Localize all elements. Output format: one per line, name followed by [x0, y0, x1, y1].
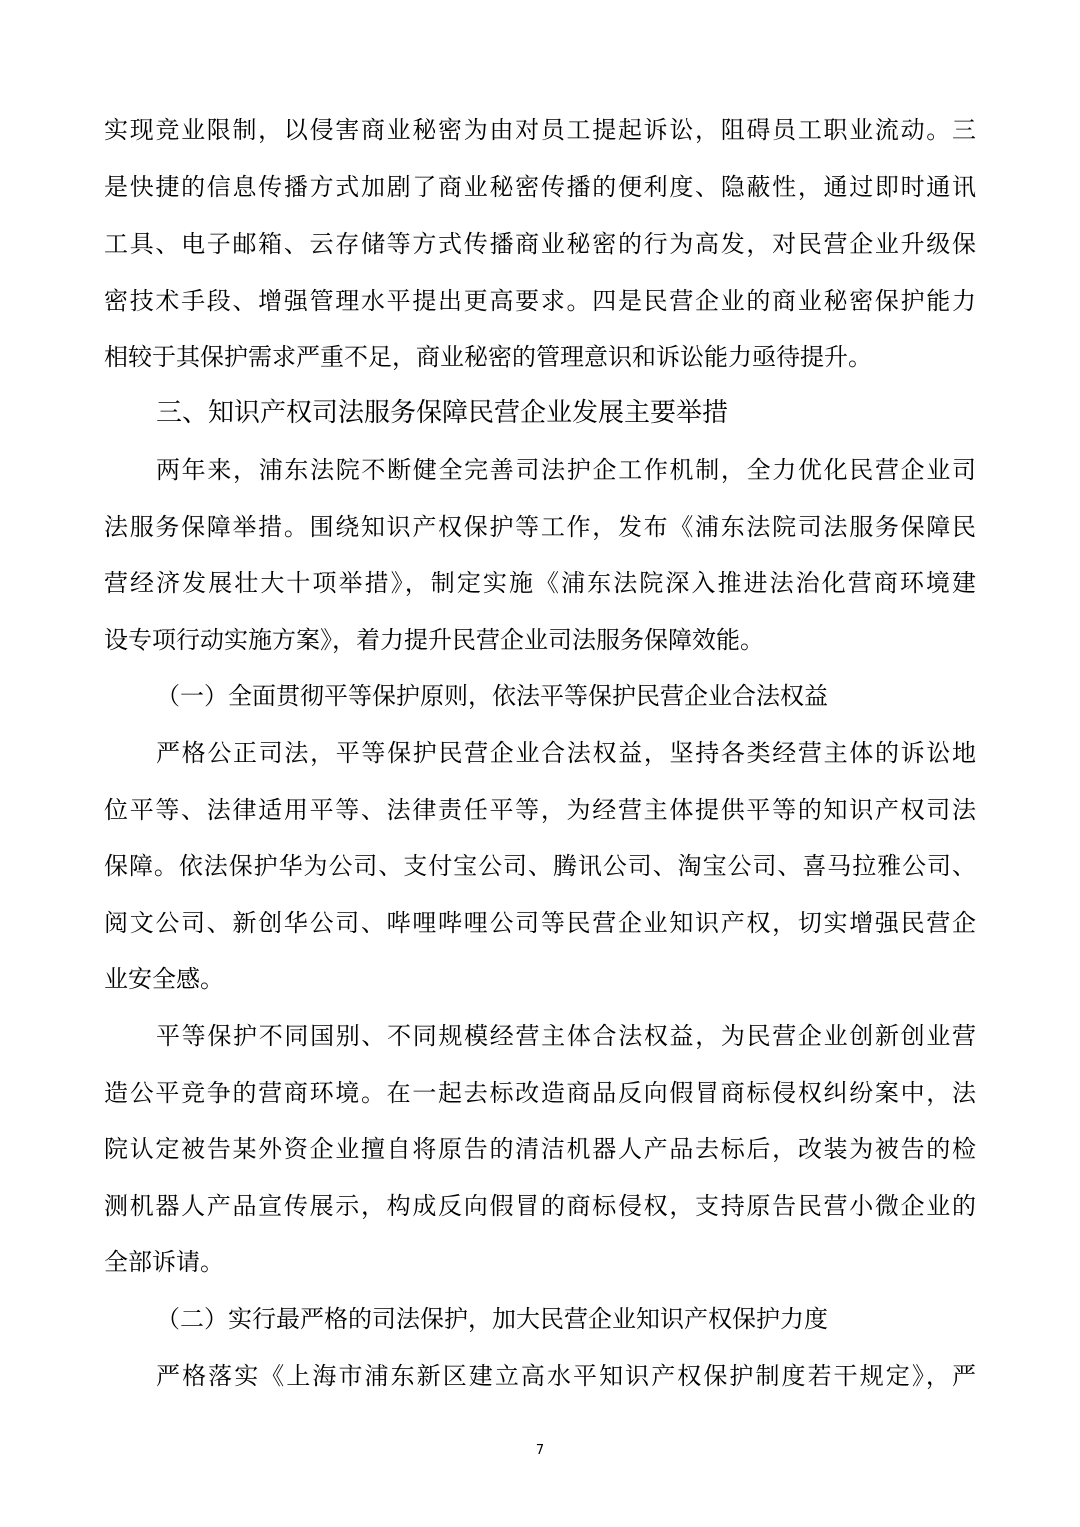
- body-line: 营经济发展壮大十项举措》，制定实施《浦东法院深入推进法治化营商环境建: [104, 569, 976, 597]
- body-line: 平等保护不同国别、不同规模经营主体合法权益，为民营企业创新创业营: [156, 1022, 976, 1050]
- body-line: 全部诉请。: [104, 1248, 224, 1276]
- body-line: 造公平竞争的营商环境。在一起去标改造商品反向假冒商标侵权纠纷案中，法: [104, 1079, 976, 1107]
- body-line: 院认定被告某外资企业擅自将原告的清洁机器人产品去标后，改装为被告的检: [104, 1135, 976, 1163]
- body-line: 是快捷的信息传播方式加剧了商业秘密传播的便利度、隐蔽性，通过即时通讯: [104, 173, 976, 201]
- body-line: 严格落实《上海市浦东新区建立高水平知识产权保护制度若干规定》，严: [156, 1362, 976, 1390]
- body-line: 阅文公司、新创华公司、哔哩哔哩公司等民营企业知识产权，切实增强民营企: [104, 909, 976, 937]
- section-heading: 三、知识产权司法服务保障民营企业发展主要举措: [156, 398, 729, 428]
- body-line: 工具、电子邮箱、云存储等方式传播商业秘密的行为高发，对民营企业升级保: [104, 230, 976, 258]
- body-line: 两年来，浦东法院不断健全完善司法护企工作机制，全力优化民营企业司: [156, 456, 976, 484]
- body-line: 位平等、法律适用平等、法律责任平等，为经营主体提供平等的知识产权司法: [104, 796, 976, 824]
- subsection-heading: （一）全面贯彻平等保护原则，依法平等保护民营企业合法权益: [156, 682, 828, 710]
- body-line: 保障。依法保护华为公司、支付宝公司、腾讯公司、淘宝公司、喜马拉雅公司、: [104, 852, 976, 880]
- body-line: 密技术手段、增强管理水平提出更高要求。四是民营企业的商业秘密保护能力: [104, 287, 976, 315]
- body-line: 法服务保障举措。围绕知识产权保护等工作，发布《浦东法院司法服务保障民: [104, 513, 976, 541]
- subsection-heading: （二）实行最严格的司法保护，加大民营企业知识产权保护力度: [156, 1305, 828, 1333]
- body-line: 严格公正司法，平等保护民营企业合法权益，坚持各类经营主体的诉讼地: [156, 739, 976, 767]
- body-line: 设专项行动实施方案》，着力提升民营企业司法服务保障效能。: [104, 626, 764, 654]
- body-line: 业安全感。: [104, 965, 224, 993]
- body-line: 实现竞业限制，以侵害商业秘密为由对员工提起诉讼，阻碍员工职业流动。三: [104, 116, 976, 144]
- page-number: 7: [535, 1443, 545, 1458]
- body-line: 相较于其保护需求严重不足，商业秘密的管理意识和诉讼能力亟待提升。: [104, 343, 872, 371]
- body-line: 测机器人产品宣传展示，构成反向假冒的商标侵权，支持原告民营小微企业的: [104, 1192, 976, 1220]
